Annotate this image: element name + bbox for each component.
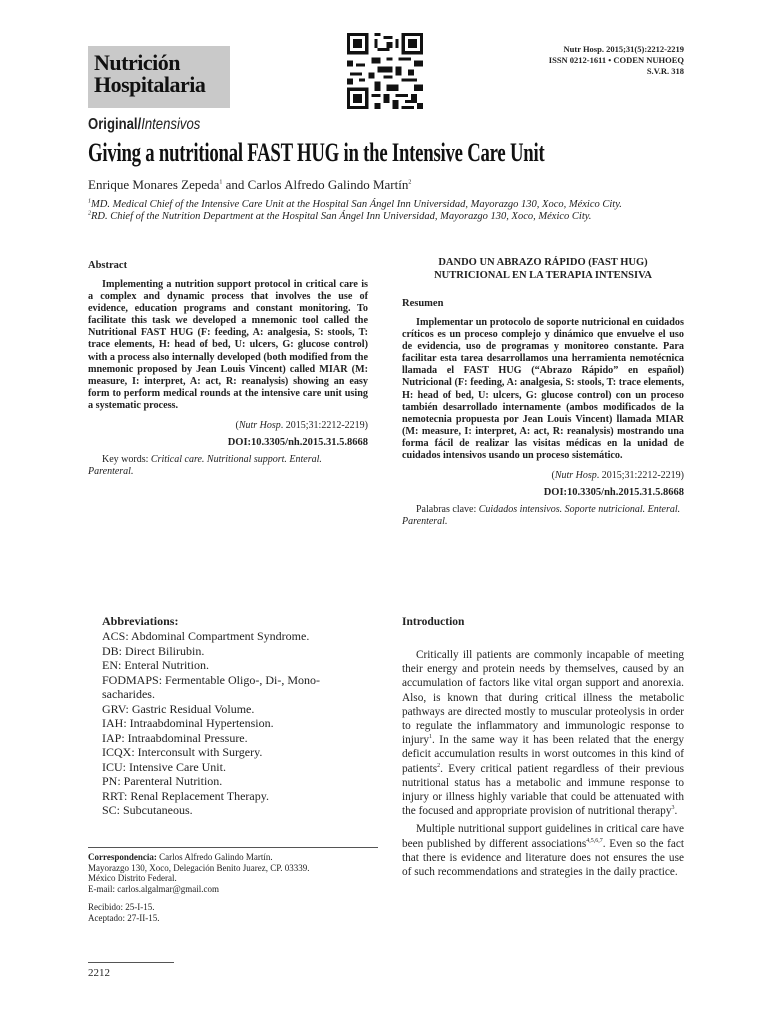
resumen-heading: Resumen [402,298,444,309]
resumen-keywords [402,504,684,528]
page-number: 2212 [88,962,174,979]
author-1: Enrique Monares Zepeda [88,177,220,192]
abbreviation-item: FODMAPS: Fermentable Oligo-, Di-, Mono-sacharides. [102,672,320,701]
received-date: Recibido: 25-I-15. [88,902,155,912]
abbreviation-item: GRV: Gastric Residual Volume. [102,701,255,716]
keywords-text: Critical care. Nutritional support. Enteral. Parenteral. [88,454,322,478]
palabras-clave-label: Palabras clave: [416,504,479,516]
resumen-citation-journal: Nutr Hosp [554,470,597,482]
affiliation-1-text: MD. Medical Chief of the Intensive Care Unit at the Hospital San Ángel Inn Universidad, Mayorazgo 130, Xoco, México City. [91,199,622,210]
abbreviation-item: PN: Parenteral Nutrition. [102,774,223,788]
affiliation-1-mark: 1 [88,198,91,205]
resumen-section [402,256,684,528]
abstract-citation: (Nutr Hosp. 2015;31:2212-2219) [235,420,368,432]
correspondence-name: Carlos Alfredo Galindo Martín. [156,852,273,862]
abstract-citation-rest: . 2015;31:2212-2219) [280,420,368,432]
abbreviation-item: EN: Enteral Nutrition. [102,658,209,672]
spanish-title [402,256,684,282]
abbreviation-item: IAH: Intraabdominal Hypertension. [102,716,274,730]
qr-code-icon [347,33,423,109]
accepted-date: Aceptado: 27-II-15. [88,913,160,923]
intro-p2-part-a: Multiple nutritional support guidelines in critical care have been published by different associations [402,823,684,850]
author-2-mark: 2 [408,179,412,186]
keywords-label: Key words: [102,454,151,466]
section-label: Original/Intensivos [88,116,201,133]
correspondence-email: E-mail: carlos.algalmar@gmail.com [88,883,219,894]
abstract-doi: DOI:10.3305/nh.2015.31.5.8668 [227,437,368,449]
intro-p2-part-b: . Even so the fact that there is evidence and literature does not ensures the use of such recommendations and strategies in the daily practice. [402,837,684,879]
resumen-text: Implementar un protocolo de soporte nutricional en cuidados críticos es un proceso complejo y dinámico que envuelve el uso de evidencia, uso de programas y monitoreo constante. Para facilitar esta tarea desarrollamos una herramienta nemotécnica llamada el FAST HUG (“Abrazo Rápido” en español) Nutricional (F: feeding, A: analgesia, S: stools, T: trace elements, H: head of bed, U: ulcers, G: glucose control) con un proceso también desarrollado internamente (ambos modificados de la nemotecnia propuesta por Jean Louis Vincent) llamada MIAR (M: measure, I: interpret, A: act, R: reanalysis) mostrando una forma fácil de realizar las visitas médicas en la unidad de cuidados intensivos usando un proceso sistemático. [402,317,684,462]
spanish-title-line-1: DANDO UN ABRAZO RÁPIDO (FAST HUG) [438,257,648,268]
abbreviation-item: ICQX: Interconsult with Surgery. [102,745,263,759]
affiliation-1 [88,199,622,210]
abbreviation-item: SC: Subcutaneous. [102,803,193,817]
correspondence-line [88,852,378,863]
journal-svr: S.V.R. 318 [646,66,684,76]
introduction-heading: Introduction [402,616,465,628]
reference-4-7: 4,5,6,7 [586,837,603,844]
section-name: Original [88,116,138,133]
author-1-mark: 1 [219,179,223,186]
intro-p1-part-b: . In the same way it has been related that the energy deficit accumulation results in worst outcomes in this kind of patients [402,734,684,775]
abbreviation-item: ICU: Intensive Care Unit. [102,759,226,774]
abbreviation-item: DB: Direct Bilirubin. [102,643,205,658]
correspondence-label: Correspondencia: [88,852,157,862]
intro-p1-part-c: . Every critical patient regardless of their previous nutritional status has a metabolic and immune response to injury or illness highly variable that could be attenuated with the focused and appropriate provision of nutritional therapy [402,762,684,818]
intro-p1-part-d: . [674,805,678,818]
introduction-section [402,616,684,879]
journal-info [549,44,684,77]
author-list [88,177,411,193]
affiliation-2-text: RD. Chief of the Nutrition Department at the Hospital San Ángel Inn Universidad, Mayorazgo 130, Xoco, México City. [91,211,592,222]
abbreviations-heading: Abbreviations: [102,614,179,628]
correspondence-address-2: México Distrito Federal. [88,873,177,884]
intro-p1-part-a: Critically ill patients are commonly incapable of meeting their energy and protein needs by themselves, caused by an accumulation of factors like vital organ support and anorexia. Also, is known that during critical illness the metabolic pathways are directed mostly to muscular proteolysis in order to regulate the inflammatory and immunologic response to injury [402,649,684,747]
author-2: Carlos Alfredo Galindo Martín [247,177,409,192]
abstract-text: Implementing a nutrition support protocol in critical care is a complex and dynamic process that involves the use of evidence, education programs and constant monitoring. To facilitate this task we developed a mnemonic tool called the Nutritional FAST HUG (F: feeding, A: analgesia, S: stools, T: trace elements, H: head of bed, U: ulcers, G: glucose control) with a process also internally developed (both modified from the mnemonic proposed by Jean Louis Vincent) called MIAR (M: measure, I: interpret, A: act, R: reanalysis) showing an easy form to perform medical rounds at the intensive care unit using a systematic process. [88,279,368,411]
abbreviations-list [88,629,368,818]
reference-3: 3 [671,805,675,812]
correspondence-block [88,847,378,894]
spanish-title-line-2: NUTRICIONAL EN LA TERAPIA INTENSIVA [434,270,652,281]
journal-issn: ISSN 0212-1611 • CODEN NUHOEQ [548,55,684,65]
abstract-keywords [88,454,368,478]
abbreviation-item: RRT: Renal Replacement Therapy. [102,788,269,803]
subsection-name: Intensivos [141,116,201,133]
journal-logo [88,46,230,108]
resumen-citation-rest: . 2015;31:2212-2219) [596,470,684,482]
abbreviation-item: ACS: Abdominal Compartment Syndrome. [102,629,310,643]
abstract-heading: Abstract [88,260,128,271]
affiliation-2-mark: 2 [88,210,91,217]
abbreviations-section [88,614,368,818]
abbreviation-item: IAP: Intraabdominal Pressure. [102,730,248,745]
article-title: Giving a nutritional FAST HUG in the Intensive Care Unit [88,138,545,167]
submission-dates [88,902,159,924]
abstract-citation-journal: Nutr Hosp [238,420,281,432]
journal-reference: Nutr Hosp. 2015;31(5):2212-2219 [563,44,684,54]
logo-line-1: Nutrición [94,50,180,75]
logo-line-2: Hospitalaria [94,72,206,97]
introduction-paragraph-1 [402,648,684,818]
resumen-citation: (Nutr Hosp. 2015;31:2212-2219) [551,470,684,482]
author-conjunction: and [222,177,248,192]
reference-2: 2 [437,762,441,769]
palabras-clave-text: Cuidados intensivos. Soporte nutricional. Enteral. Parenteral. [402,504,681,528]
abstract-section [88,260,368,478]
introduction-paragraph-2 [402,822,684,879]
affiliation-2 [88,211,591,222]
reference-1: 1 [429,734,432,741]
correspondence-address-1: Mayorazgo 130, Xoco, Delegación Benito Juarez, CP. 03339. [88,862,310,873]
resumen-doi: DOI:10.3305/nh.2015.31.5.8668 [543,487,684,499]
